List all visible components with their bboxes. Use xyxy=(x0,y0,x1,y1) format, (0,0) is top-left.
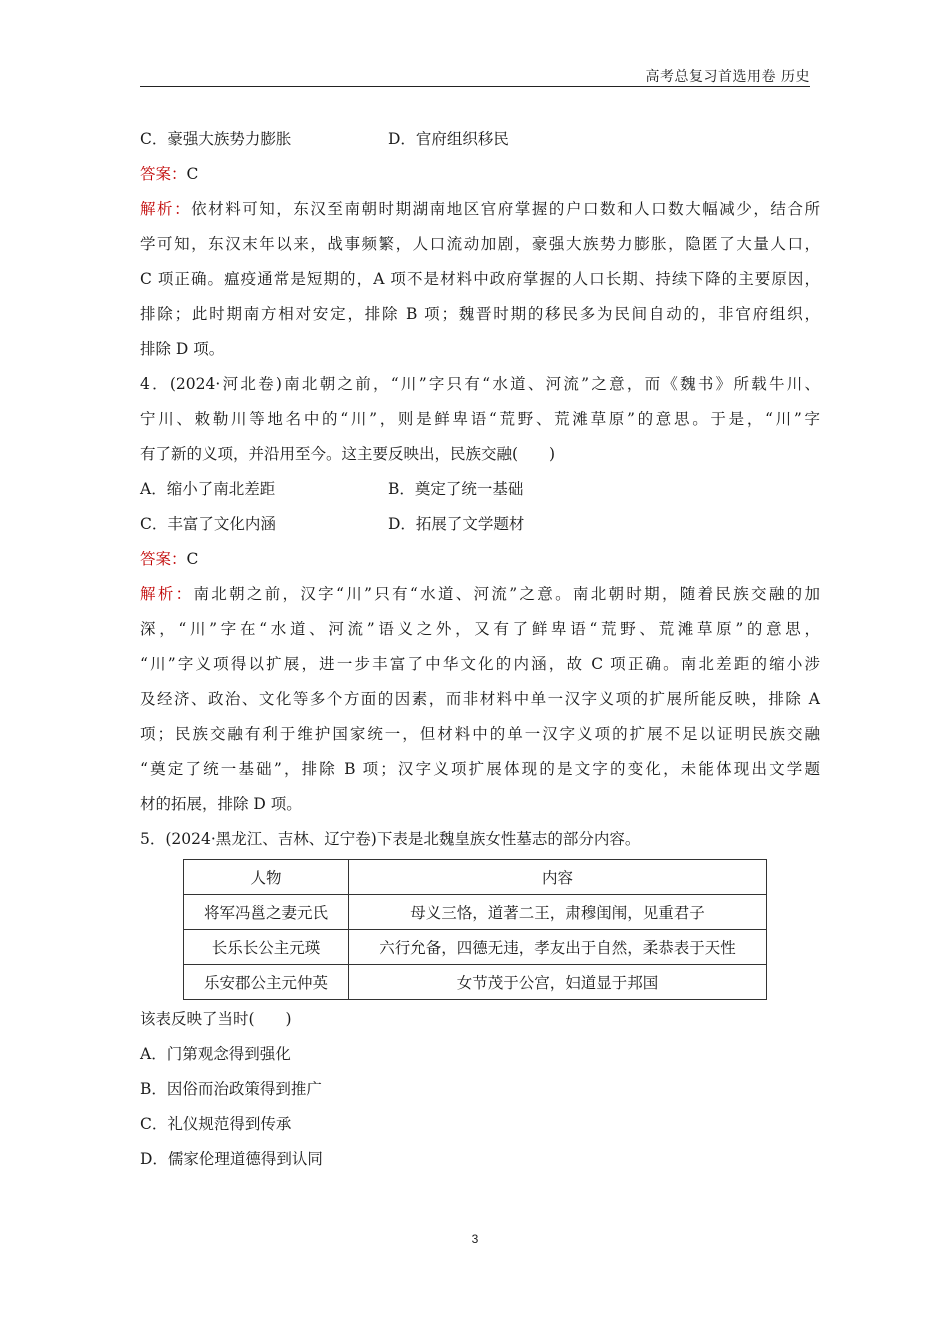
q4-options-cd xyxy=(140,507,820,542)
table-cell-content: 母义三恪，道著二王，肃穆闺闱，见重君子 xyxy=(349,895,767,930)
q4-options-ab xyxy=(140,472,820,507)
table-header-row xyxy=(184,860,767,895)
q4-analysis-line-7: 材的拓展，排除 D 项。 xyxy=(140,795,302,813)
q4-analysis-line-5: 项；民族交融有利于维护国家统一，但材料中的单一汉字义项的扩展不足以证明民族交融 xyxy=(140,725,820,743)
q5-option-b: B．因俗而治政策得到推广 xyxy=(140,1080,322,1098)
table-cell-content: 女节茂于公宫，妇道显于邦国 xyxy=(349,965,767,1000)
q4-answer xyxy=(140,542,820,577)
q5-option-c: C．礼仪规范得到传承 xyxy=(140,1115,292,1133)
q3-answer-value: C xyxy=(186,165,199,183)
table-row xyxy=(184,895,767,930)
q3-analysis-line-4: 排除；此时期南方相对安定，排除 B 项；魏晋时期的移民多为民间自动的，非官府组织， xyxy=(140,305,820,323)
table-cell-person: 将军冯邕之妻元氏 xyxy=(184,895,349,930)
q3-analysis-label: 解析： xyxy=(140,200,192,218)
header-title: 高考总复习首选用卷 历史 xyxy=(645,69,810,85)
q3-analysis-line-1: 解析：依材料可知，东汉至南朝时期湖南地区官府掌握的户口数和人口数大幅减少，结合所 xyxy=(140,200,820,218)
table-row xyxy=(184,965,767,1000)
page-content xyxy=(140,122,820,1177)
q5-question: 该表反映了当时( ) xyxy=(140,1010,292,1028)
q4-stem-line-3: 有了新的义项，并沿用至今。这主要反映出，民族交融( ) xyxy=(140,445,556,463)
q4-option-d: D．拓展了文学题材 xyxy=(388,515,525,533)
q3-answer xyxy=(140,157,820,192)
q3-option-c: C．豪强大族势力膨胀 xyxy=(140,130,292,148)
q4-analysis-line-6: “奠定了统一基础”，排除 B 项；汉字义项扩展体现的是文字的变化，未能体现出文学题 xyxy=(140,760,820,778)
table-header-person: 人物 xyxy=(184,860,349,895)
q5-option-a: A．门第观念得到强化 xyxy=(140,1045,291,1063)
q4-stem-line-1: 4．(2024·河北卷)南北朝之前，“川”字只有“水道、河流”之意，而《魏书》所载牛川、 xyxy=(140,375,820,393)
q5-stem: 5．(2024·黑龙江、吉林、辽宁卷)下表是北魏皇族女性墓志的部分内容。 xyxy=(140,830,641,848)
q3-option-d: D．官府组织移民 xyxy=(388,130,509,148)
q4-option-a: A．缩小了南北差距 xyxy=(140,480,276,498)
table-row xyxy=(184,930,767,965)
q4-answer-value: C xyxy=(186,550,199,568)
q3-analysis-line-5: 排除 D 项。 xyxy=(140,340,225,358)
q4-answer-label: 答案： xyxy=(140,550,187,568)
table-cell-content: 六行允备，四德无违，孝友出于自然，柔恭表于天性 xyxy=(349,930,767,965)
q4-analysis-line-1: 解析：南北朝之前，汉字“川”只有“水道、河流”之意。南北朝时期，随着民族交融的加 xyxy=(140,585,820,603)
q3-analysis-line-3: C 项正确。瘟疫通常是短期的，A 项不是材料中政府掌握的人口长期、持续下降的主要原因， xyxy=(140,270,820,288)
table-cell-person: 乐安郡公主元仲英 xyxy=(184,965,349,1000)
page-header xyxy=(140,62,810,87)
q5-table xyxy=(183,859,767,1000)
q3-answer-label: 答案： xyxy=(140,165,187,183)
page-number: 3 xyxy=(471,1232,479,1246)
q4-analysis-line-4: 及经济、政治、文化等多个方面的因素，而非材料中单一汉字义项的扩展所能反映，排除 A xyxy=(140,690,820,708)
q4-analysis-line-3: “川”字义项得以扩展，进一步丰富了中华文化的内涵，故 C 项正确。南北差距的缩小涉 xyxy=(140,655,820,673)
q4-analysis-label: 解析： xyxy=(140,585,194,603)
q4-option-b: B．奠定了统一基础 xyxy=(388,480,524,498)
q5-option-d: D．儒家伦理道德得到认同 xyxy=(140,1150,323,1168)
q4-stem-line-2: 宁川、敕勒川等地名中的“川”，则是鲜卑语“荒野、荒滩草原”的意思。于是，“川”字 xyxy=(140,410,820,428)
q3-analysis-line-2: 学可知，东汉末年以来，战事频繁，人口流动加剧，豪强大族势力膨胀，隐匿了大量人口， xyxy=(140,235,820,253)
q4-analysis-line-2: 深，“川”字在“水道、河流”语义之外，又有了鲜卑语“荒野、荒滩草原”的意思， xyxy=(140,620,820,638)
q3-options-cd xyxy=(140,122,820,157)
table-cell-person: 长乐长公主元瑛 xyxy=(184,930,349,965)
table-header-content: 内容 xyxy=(349,860,767,895)
q4-option-c: C．丰富了文化内涵 xyxy=(140,515,276,533)
